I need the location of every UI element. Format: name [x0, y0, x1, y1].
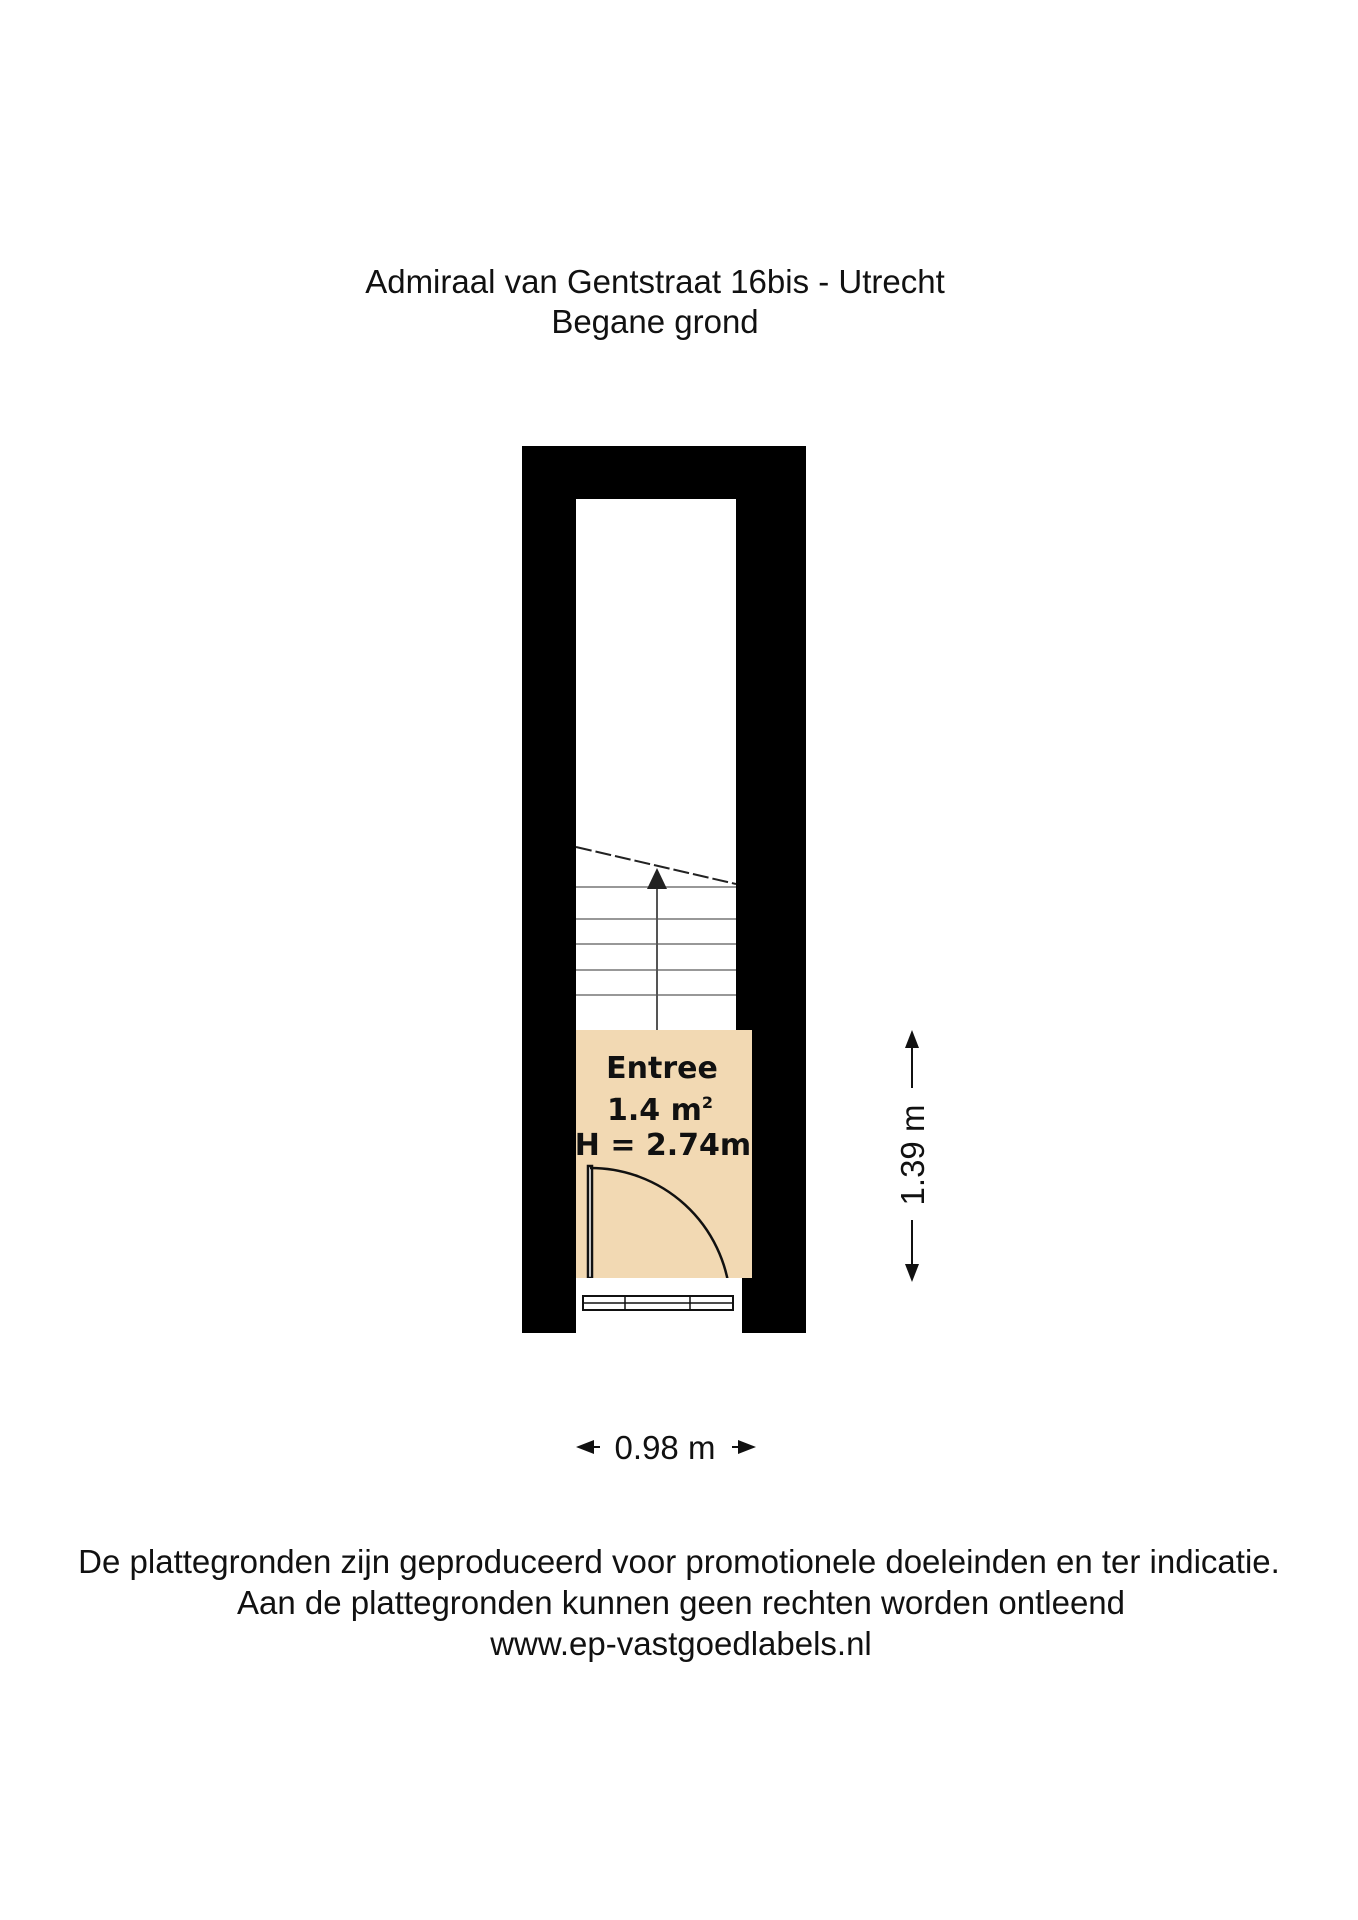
address-title: Admiraal van Gentstraat 16bis - Utrecht	[365, 263, 945, 300]
arrow-left-icon	[576, 1440, 594, 1454]
disclaimer-line-2: Aan de plattegronden kunnen geen rechten worden ontleend	[236, 1584, 1126, 1621]
arrow-up-icon	[905, 1030, 919, 1048]
room-height: H = 2.74m	[574, 1128, 752, 1163]
threshold	[576, 1278, 742, 1333]
website-link[interactable]: www.ep-vastgoedlabels.nl	[490, 1625, 872, 1662]
floor-title: Begane grond	[551, 303, 759, 340]
room-area: 1.4 $m^2$	[607, 1093, 713, 1128]
depth-dimension	[894, 1030, 931, 1282]
width-dimension	[576, 1429, 756, 1466]
wall-right-lower	[752, 1030, 806, 1278]
room-name: Entree	[606, 1051, 718, 1086]
wall-corner	[742, 1278, 806, 1333]
arrow-right-icon	[738, 1440, 756, 1454]
arrow-down-icon	[905, 1264, 919, 1282]
width-label: 0.98 m	[614, 1429, 716, 1466]
depth-label: 1.39 m	[894, 1104, 931, 1206]
disclaimer-line-1: De plattegronden zijn geproduceerd voor promotionele doeleinden en ter indicatie.	[78, 1543, 1280, 1580]
